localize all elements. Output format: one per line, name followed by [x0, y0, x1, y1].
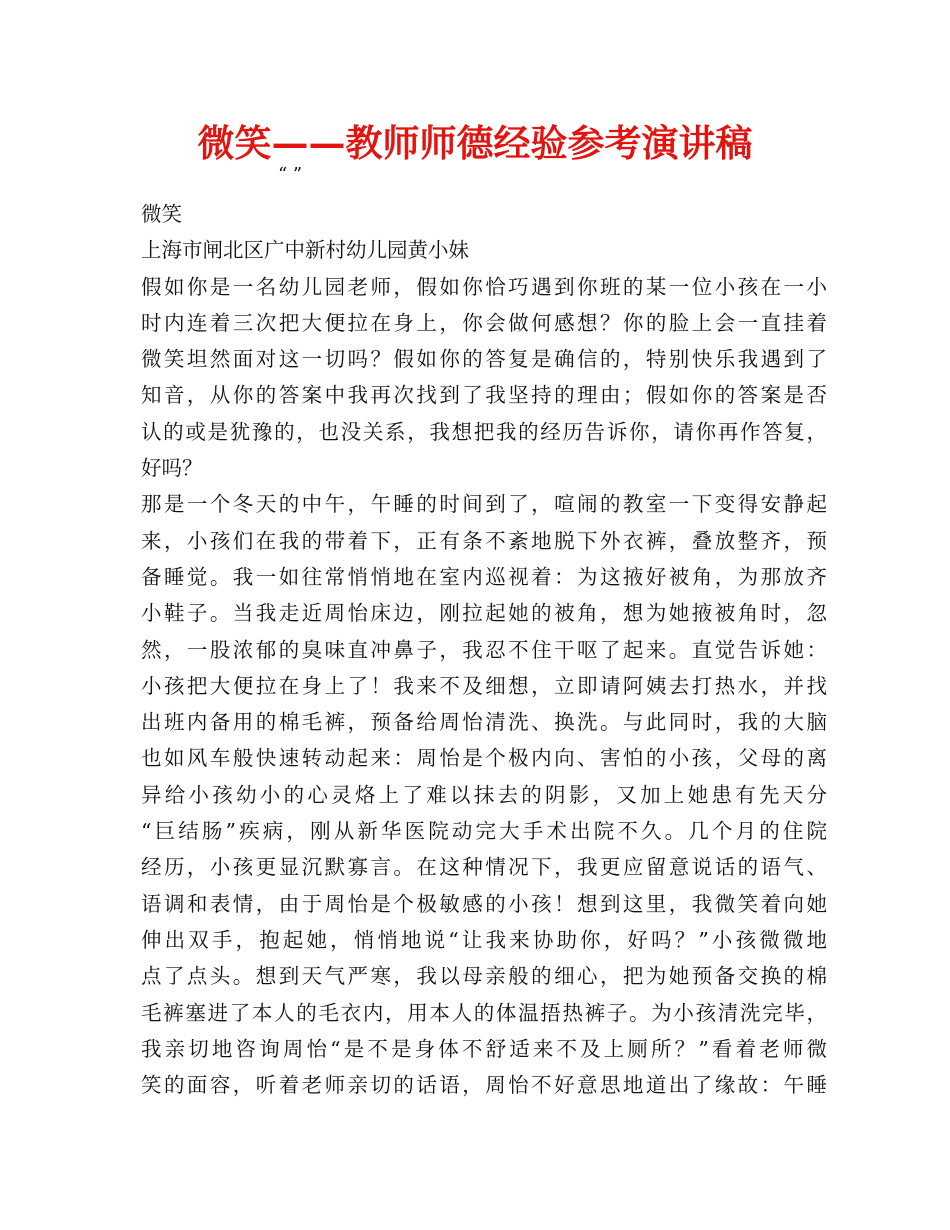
body-line: 我亲切地咨询周怡“是不是身体不舒适来不及上厕所？”看着老师微 — [141, 1036, 827, 1061]
body-line: 微笑坦然面对这一切吗？假如你的答复是确信的，特别快乐我遇到了 — [141, 347, 827, 372]
body-line: 经历，小孩更显沉默寡言。在这种情况下，我更应留意说话的语气、 — [141, 855, 827, 880]
body-line: 出班内备用的棉毛裤，预备给周怡清洗、换洗。与此同时，我的大脑 — [141, 710, 827, 735]
body-line: “巨结肠”疾病，刚从新华医院动完大手术出院不久。几个月的住院 — [141, 819, 827, 844]
body-line: 假如你是一名幼儿园老师，假如你恰巧遇到你班的某一位小孩在一小 — [141, 274, 827, 299]
body-line: 备睡觉。我一如往常悄悄地在室内巡视着：为这掖好被角，为那放齐 — [141, 564, 827, 589]
body-line: 毛裤塞进了本人的毛衣内，用本人的体温捂热裤子。为小孩清洗完毕， — [141, 1000, 827, 1025]
body-line: 认的或是犹豫的，也没关系，我想把我的经历告诉你，请你再作答复， — [141, 419, 827, 444]
document-body — [141, 196, 827, 1103]
body-line: 来，小孩们在我的带着下，正有条不紊地脱下外衣裤，叠放整齐，预 — [141, 528, 827, 553]
body-line: 伸出双手，抱起她，悄悄地说“让我来协助你，好吗？”小孩微微地 — [141, 927, 827, 952]
body-line: 然，一股浓郁的臭味直冲鼻子，我忍不住干呕了起来。直觉告诉她： — [141, 637, 827, 662]
body-line: 知音，从你的答案中我再次找到了我坚持的理由；假如你的答案是否 — [141, 383, 827, 408]
body-line: 笑的面容，听着老师亲切的话语，周怡不好意思地道出了缘故：午睡 — [141, 1073, 827, 1098]
body-line: 点了点头。想到天气严寒，我以母亲般的细心，把为她预备交换的棉 — [141, 964, 827, 989]
body-line: 也如风车般快速转动起来：周怡是个极内向、害怕的小孩，父母的离 — [141, 746, 827, 771]
quote-marks: “ ” — [278, 164, 303, 185]
body-line: 小孩把大便拉在身上了！我来不及细想，立即请阿姨去打热水，并找 — [141, 673, 827, 698]
body-line: 上海市闸北区广中新村幼儿园黄小妹 — [141, 238, 469, 263]
body-line: 小鞋子。当我走近周怡床边，刚拉起她的被角，想为她掖被角时，忽 — [141, 601, 827, 626]
body-line: 时内连着三次把大便拉在身上，你会做何感想？你的脸上会一直挂着 — [141, 310, 827, 335]
body-line: 微笑 — [141, 202, 182, 226]
body-line: 异给小孩幼小的心灵烙上了难以抹去的阴影，又加上她患有先天分 — [141, 782, 827, 807]
body-line: 那是一个冬天的中午，午睡的时间到了，喧闹的教室一下变得安静起 — [141, 492, 827, 517]
body-line: 好吗？ — [141, 456, 203, 481]
body-line: 语调和表情，由于周怡是个极敏感的小孩！想到这里，我微笑着向她 — [141, 891, 827, 916]
document-title: 微笑——教师师德经验参考演讲稿 — [197, 121, 753, 165]
